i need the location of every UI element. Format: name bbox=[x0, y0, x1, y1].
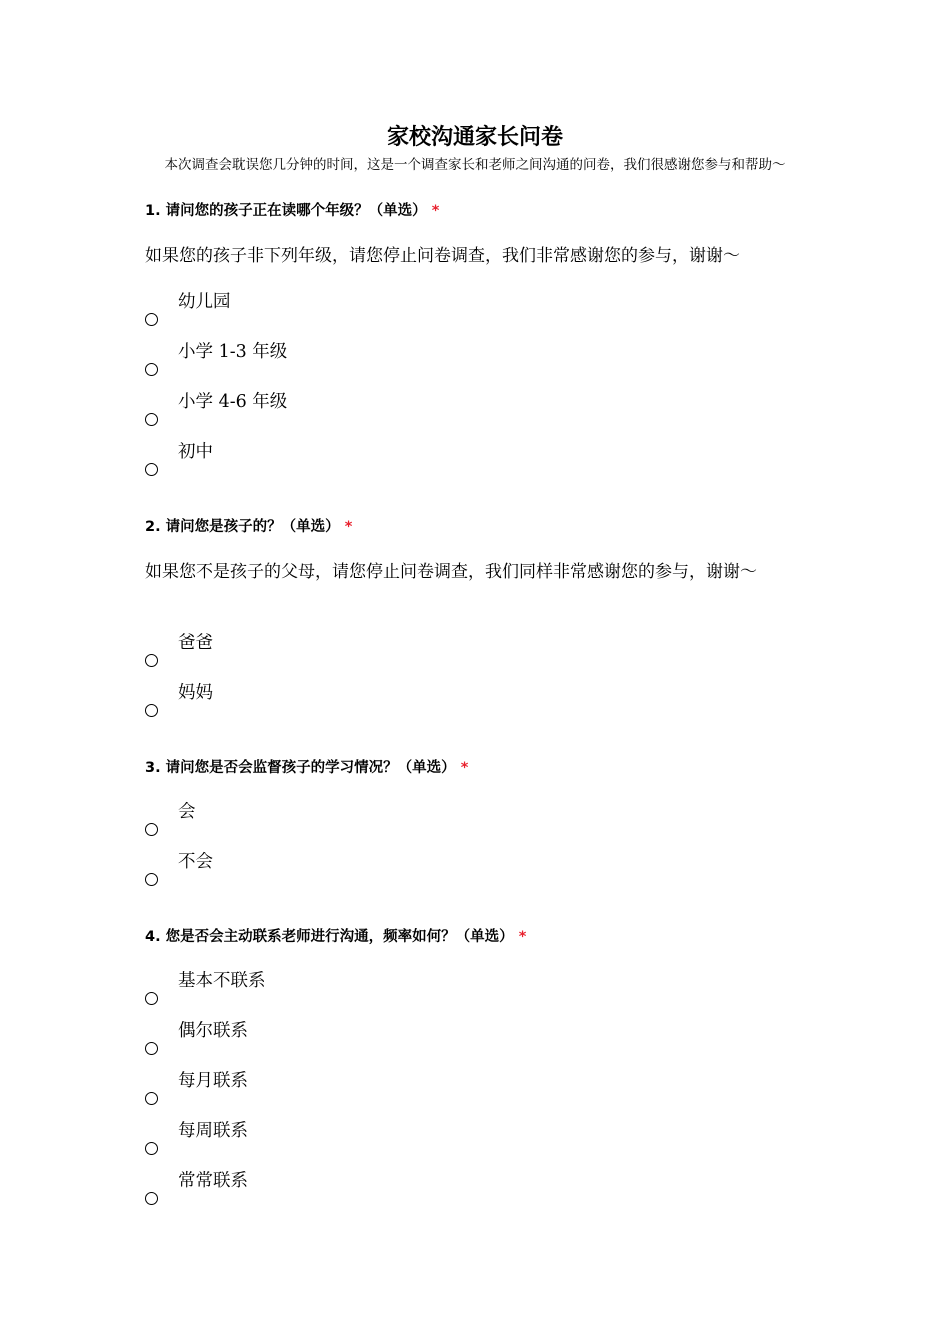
question-4-title bbox=[145, 925, 526, 946]
option-label: 小学 4-6 年级 bbox=[178, 392, 288, 412]
question-3-title bbox=[145, 756, 468, 777]
option-label: 小学 1-3 年级 bbox=[178, 342, 288, 362]
required-mark: * bbox=[344, 519, 353, 535]
survey-title: 家校沟通家长问卷 bbox=[386, 124, 563, 150]
option-label: 爸爸 bbox=[178, 633, 213, 653]
survey-subtitle: 本次调查会耽误您几分钟的时间，这是一个调查家长和老师之间沟通的问卷，我们很感谢您参与和帮助～ bbox=[164, 157, 786, 173]
option-label: 偶尔联系 bbox=[178, 1021, 248, 1041]
radio-button-q2-mother[interactable] bbox=[145, 704, 158, 717]
option-label: 初中 bbox=[178, 442, 213, 462]
radio-button-q4-rarely[interactable] bbox=[145, 992, 158, 1005]
question-4-text: 4. 您是否会主动联系老师进行沟通，频率如何？（单选） bbox=[145, 929, 514, 945]
option-label: 每周联系 bbox=[178, 1121, 248, 1141]
option-label: 幼儿园 bbox=[178, 292, 231, 312]
required-mark: * bbox=[518, 929, 527, 945]
question-2-note: 如果您不是孩子的父母，请您停止问卷调查，我们同样非常感谢您的参与，谢谢～ bbox=[145, 562, 757, 582]
question-1-text: 1. 请问您的孩子正在读哪个年级？（单选） bbox=[145, 203, 427, 219]
radio-button-q1-kindergarten[interactable] bbox=[145, 313, 158, 326]
option-label: 不会 bbox=[178, 852, 213, 872]
radio-button-q3-no[interactable] bbox=[145, 873, 158, 886]
radio-button-q1-primary-1-3[interactable] bbox=[145, 363, 158, 376]
radio-button-q3-yes[interactable] bbox=[145, 823, 158, 836]
required-mark: * bbox=[460, 760, 469, 776]
question-2-title bbox=[145, 515, 352, 536]
option-label: 每月联系 bbox=[178, 1071, 248, 1091]
question-3-text: 3. 请问您是否会监督孩子的学习情况？（单选） bbox=[145, 760, 456, 776]
radio-button-q4-weekly[interactable] bbox=[145, 1142, 158, 1155]
radio-button-q4-monthly[interactable] bbox=[145, 1092, 158, 1105]
option-label: 妈妈 bbox=[178, 683, 213, 703]
option-label: 会 bbox=[178, 802, 196, 822]
option-label: 常常联系 bbox=[178, 1171, 248, 1191]
question-2-text: 2. 请问您是孩子的？（单选） bbox=[145, 519, 340, 535]
radio-button-q2-father[interactable] bbox=[145, 654, 158, 667]
option-label: 基本不联系 bbox=[178, 971, 266, 991]
question-1-note: 如果您的孩子非下列年级，请您停止问卷调查，我们非常感谢您的参与，谢谢～ bbox=[145, 246, 740, 266]
question-1-title bbox=[145, 199, 439, 220]
radio-button-q1-primary-4-6[interactable] bbox=[145, 413, 158, 426]
required-mark: * bbox=[431, 203, 440, 219]
radio-button-q1-junior-high[interactable] bbox=[145, 463, 158, 476]
radio-button-q4-often[interactable] bbox=[145, 1192, 158, 1205]
radio-button-q4-occasionally[interactable] bbox=[145, 1042, 158, 1055]
